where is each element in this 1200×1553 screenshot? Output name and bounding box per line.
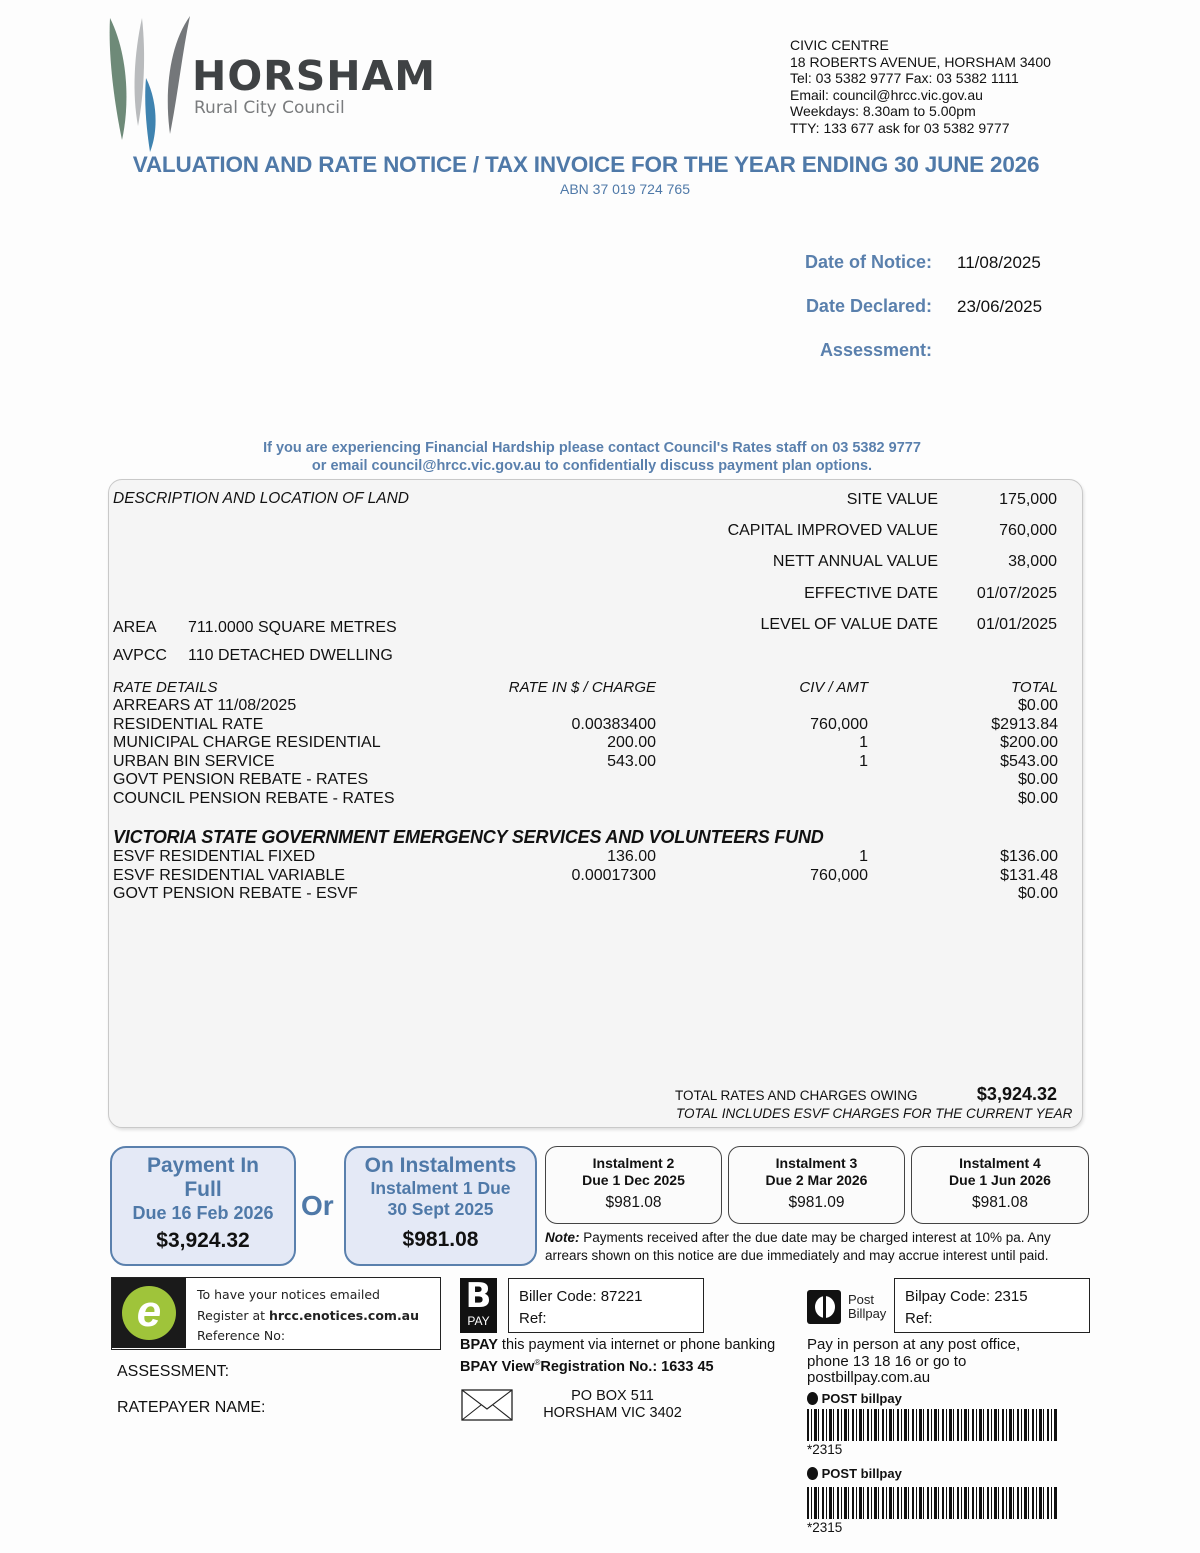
instalment-1-amount: $981.08 bbox=[402, 1228, 479, 1251]
barcode-brand-billpay: billpay bbox=[860, 1466, 902, 1481]
post-billpay-text-1: Pay in person at any post office, bbox=[807, 1336, 1021, 1353]
total-owing-label: TOTAL RATES AND CHARGES OWING bbox=[675, 1088, 918, 1103]
row-desc: RESIDENTIAL RATE bbox=[113, 715, 264, 733]
area-value: 711.0000 SQUARE METRES bbox=[188, 619, 397, 636]
effective-date-label: EFFECTIVE DATE bbox=[804, 585, 938, 602]
row-amt: 1 bbox=[859, 734, 868, 751]
bpay-view-registration: Registration No.: 1633 45 bbox=[540, 1358, 714, 1375]
barcode-label-2: *2315 bbox=[807, 1520, 843, 1535]
or-separator: Or bbox=[301, 1190, 334, 1221]
payment-full-due: Due 16 Feb 2026 bbox=[132, 1203, 274, 1223]
table-row bbox=[113, 753, 1058, 772]
instalment-title: Instalment 2 bbox=[592, 1155, 675, 1171]
late-payment-note bbox=[545, 1229, 1085, 1264]
abn: ABN 37 019 724 765 bbox=[560, 181, 690, 197]
table-row bbox=[113, 734, 1058, 753]
row-rate: 200.00 bbox=[607, 734, 656, 751]
rates-table-header bbox=[113, 679, 1058, 698]
nav-value: 38,000 bbox=[1008, 553, 1057, 570]
mail-po-box: PO BOX 511 bbox=[571, 1388, 654, 1404]
barcode-2 bbox=[807, 1487, 1057, 1519]
row-desc: ESVF RESIDENTIAL VARIABLE bbox=[113, 866, 346, 884]
col-header-rate-charge: RATE IN $ / CHARGE bbox=[508, 679, 656, 696]
hardship-line-2: or email council@hrcc.vic.gov.au to confidentially discuss payment plan options. bbox=[311, 457, 873, 474]
hardship-notice bbox=[0, 440, 1184, 475]
row-rate: 136.00 bbox=[607, 848, 656, 865]
row-desc: GOVT PENSION REBATE - RATES bbox=[113, 771, 369, 788]
instalment-3-box bbox=[728, 1146, 905, 1224]
instalment-amount: $981.09 bbox=[788, 1194, 845, 1211]
mail-town: HORSHAM VIC 3402 bbox=[543, 1405, 682, 1421]
post-logo-icon bbox=[807, 1467, 818, 1480]
date-of-notice-label: Date of Notice: bbox=[804, 252, 932, 272]
site-value: 175,000 bbox=[999, 491, 1057, 508]
logo-mark-icon bbox=[106, 14, 196, 154]
post-billpay-code-box bbox=[894, 1278, 1090, 1333]
barcode-label-1: *2315 bbox=[807, 1442, 843, 1457]
barcode-brand-1 bbox=[807, 1391, 902, 1407]
bpay-ref: Ref: bbox=[519, 1310, 547, 1327]
total-owing-value: $3,924.32 bbox=[976, 1084, 1057, 1104]
table-row bbox=[113, 716, 1058, 735]
post-billpay-instructions bbox=[807, 1337, 1020, 1387]
civic-phone: Tel: 03 5382 9777 Fax: 03 5382 1111 bbox=[790, 70, 1019, 87]
barcode-brand-billpay: billpay bbox=[860, 1391, 902, 1406]
bpay-logo-icon: B PAY bbox=[460, 1278, 497, 1333]
row-desc: ESVF RESIDENTIAL FIXED bbox=[113, 848, 316, 865]
row-total: $0.00 bbox=[1017, 789, 1058, 807]
post-billpay-logo-line-2: Billpay bbox=[848, 1306, 887, 1321]
logo-wordmark: HORSHAM bbox=[192, 52, 437, 100]
bpay-text: this payment via internet or phone banking bbox=[497, 1337, 776, 1353]
avpcc-value: 110 DETACHED DWELLING bbox=[188, 647, 393, 664]
row-desc: URBAN BIN SERVICE bbox=[113, 752, 275, 770]
envelope-icon bbox=[461, 1389, 513, 1421]
instalments-box bbox=[344, 1146, 537, 1266]
bpay-biller-box bbox=[508, 1278, 704, 1333]
council-logo bbox=[106, 14, 437, 154]
table-row bbox=[113, 697, 1058, 716]
row-desc: MUNICIPAL CHARGE RESIDENTIAL bbox=[113, 734, 381, 751]
level-of-value-date-label: LEVEL OF VALUE DATE bbox=[760, 616, 938, 633]
row-total: $200.00 bbox=[1000, 734, 1058, 751]
civ-value: 760,000 bbox=[999, 522, 1057, 539]
note-text: Payments received after the due date may be charged interest at 10% pa. Any arrears shown on this notice are due immediately and may accrue interest until paid. bbox=[545, 1230, 1051, 1263]
row-total: $543.00 bbox=[1000, 752, 1058, 770]
payment-full-title-2: Full bbox=[184, 1178, 222, 1201]
note-label: Note: bbox=[545, 1230, 580, 1245]
civ-label: CAPITAL IMPROVED VALUE bbox=[727, 522, 938, 539]
col-header-rate-details: RATE DETAILS bbox=[113, 679, 218, 696]
row-rate: 0.00017300 bbox=[571, 866, 656, 884]
table-row bbox=[113, 790, 1058, 809]
e-icon: e bbox=[122, 1286, 176, 1340]
hardship-line-1: If you are experiencing Financial Hardship please contact Council's Rates staff on 03 5382 9777 bbox=[263, 440, 921, 456]
page-title: VALUATION AND RATE NOTICE / TAX INVOICE FOR THE YEAR ENDING 30 JUNE 2026 bbox=[132, 152, 1040, 177]
bpay-bold: BPAY bbox=[460, 1337, 498, 1353]
post-billpay-logo-line-1: Post bbox=[848, 1292, 875, 1307]
land-description-heading: DESCRIPTION AND LOCATION OF LAND bbox=[113, 490, 409, 507]
civic-address: 18 ROBERTS AVENUE, HORSHAM 3400 bbox=[790, 53, 1051, 70]
post-billpay-text-3[interactable]: postbillpay.com.au bbox=[807, 1369, 931, 1386]
instalment-due: Due 1 Jun 2026 bbox=[949, 1172, 1051, 1188]
row-rate: 543.00 bbox=[607, 752, 656, 770]
instalment-title: Instalment 4 bbox=[959, 1155, 1041, 1171]
instalment-title: Instalment 3 bbox=[775, 1155, 858, 1171]
bpay-biller-code: Biller Code: 87221 bbox=[519, 1288, 643, 1305]
row-total: $131.48 bbox=[1000, 866, 1058, 884]
date-of-notice-value: 11/08/2025 bbox=[957, 253, 1041, 272]
instalment-amount: $981.08 bbox=[971, 1194, 1029, 1211]
col-header-civ-amt: CIV / AMT bbox=[799, 679, 868, 696]
civic-centre-contact bbox=[790, 37, 1051, 137]
payment-full-title: Payment In bbox=[146, 1154, 260, 1177]
row-amt: 1 bbox=[859, 752, 868, 770]
barcode-1 bbox=[807, 1409, 1057, 1441]
total-esvf-note: TOTAL INCLUDES ESVF CHARGES FOR THE CURRENT YEAR bbox=[676, 1106, 1073, 1121]
site-value-label: SITE VALUE bbox=[846, 491, 938, 508]
row-total: $2913.84 bbox=[991, 715, 1058, 733]
civic-tty: TTY: 133 677 ask for 03 5382 9777 bbox=[790, 119, 1010, 136]
date-declared-value: 23/06/2025 bbox=[957, 297, 1043, 316]
logo-subtitle: Rural City Council bbox=[194, 98, 345, 118]
row-amt: 760,000 bbox=[810, 866, 868, 884]
instalment-due: Due 2 Mar 2026 bbox=[765, 1172, 868, 1188]
barcode-brand-2 bbox=[807, 1466, 902, 1482]
enotices-register-text: Register at bbox=[197, 1307, 269, 1323]
instalments-title: On Instalments bbox=[364, 1154, 517, 1177]
civic-email: Email: council@hrcc.vic.gov.au bbox=[790, 86, 983, 103]
row-total: $136.00 bbox=[1000, 848, 1058, 865]
enotices-link[interactable]: hrcc.enotices.com.au bbox=[268, 1307, 420, 1323]
effective-date-value: 01/07/2025 bbox=[976, 585, 1057, 602]
post-logo-icon bbox=[807, 1392, 818, 1405]
row-total: $0.00 bbox=[1017, 697, 1058, 714]
post-billpay-text-2: phone 13 18 16 or go to bbox=[807, 1352, 967, 1370]
bpay-instructions: BPAY this payment via internet or phone banking BPAY View®Registration No.: 1633 45 bbox=[460, 1337, 776, 1375]
row-total: $0.00 bbox=[1017, 771, 1058, 788]
nav-label: NETT ANNUAL VALUE bbox=[772, 553, 938, 570]
remittance-assessment-label: ASSESSMENT: bbox=[117, 1363, 230, 1380]
esvf-heading: VICTORIA STATE GOVERNMENT EMERGENCY SERVICES AND VOLUNTEERS FUND bbox=[113, 827, 824, 847]
col-header-total: TOTAL bbox=[1011, 679, 1058, 696]
mail-address bbox=[520, 1388, 705, 1422]
enotices-line-2 bbox=[197, 1306, 419, 1327]
row-desc: ARREARS AT 11/08/2025 bbox=[113, 697, 297, 714]
row-total: $0.00 bbox=[1017, 885, 1058, 902]
bpay-logo-text: PAY bbox=[467, 1314, 490, 1328]
instalment-1-label: Instalment 1 Due bbox=[370, 1178, 511, 1198]
table-row bbox=[113, 848, 1058, 867]
date-declared-label: Date Declared: bbox=[805, 296, 932, 316]
post-billpay-logo-text bbox=[848, 1293, 886, 1321]
table-row bbox=[113, 867, 1058, 886]
row-desc: COUNCIL PENSION REBATE - RATES bbox=[113, 789, 395, 807]
instalment-1-due: 30 Sept 2025 bbox=[387, 1199, 494, 1219]
instalment-4-box bbox=[911, 1146, 1089, 1224]
row-rate: 0.00383400 bbox=[571, 715, 656, 733]
barcode-brand-post: POST bbox=[821, 1466, 858, 1481]
civic-hours: Weekdays: 8.30am to 5.00pm bbox=[790, 103, 976, 120]
area-label: AREA bbox=[113, 619, 157, 636]
row-amt: 1 bbox=[859, 848, 868, 865]
enotices-line-1: To have your notices emailed bbox=[197, 1287, 380, 1302]
instalment-2-box bbox=[545, 1146, 722, 1224]
bpay-view-label: BPAY View bbox=[460, 1358, 535, 1375]
enotices-reference: Reference No: bbox=[197, 1328, 286, 1343]
civic-name: CIVIC CENTRE bbox=[790, 37, 889, 53]
enotices-box bbox=[111, 1277, 441, 1350]
payment-in-full-box bbox=[110, 1146, 296, 1266]
table-row bbox=[113, 885, 1058, 904]
table-row bbox=[113, 771, 1058, 790]
row-amt: 760,000 bbox=[810, 715, 868, 733]
enotices-logo bbox=[112, 1278, 186, 1348]
barcode-brand-post: POST bbox=[821, 1391, 858, 1406]
instalment-amount: $981.08 bbox=[605, 1194, 662, 1211]
post-billpay-logo-icon bbox=[807, 1290, 841, 1324]
assessment-label: Assessment: bbox=[819, 340, 932, 360]
post-billpay-code: Bilpay Code: 2315 bbox=[905, 1288, 1028, 1305]
instalment-due: Due 1 Dec 2025 bbox=[582, 1172, 685, 1188]
ratepayer-name-label: RATEPAYER NAME: bbox=[117, 1399, 266, 1416]
avpcc-label: AVPCC bbox=[113, 647, 167, 664]
post-billpay-ref: Ref: bbox=[905, 1310, 933, 1327]
row-desc: GOVT PENSION REBATE - ESVF bbox=[113, 885, 358, 902]
level-of-value-date-value: 01/01/2025 bbox=[976, 616, 1057, 633]
payment-full-amount: $3,924.32 bbox=[156, 1229, 250, 1252]
